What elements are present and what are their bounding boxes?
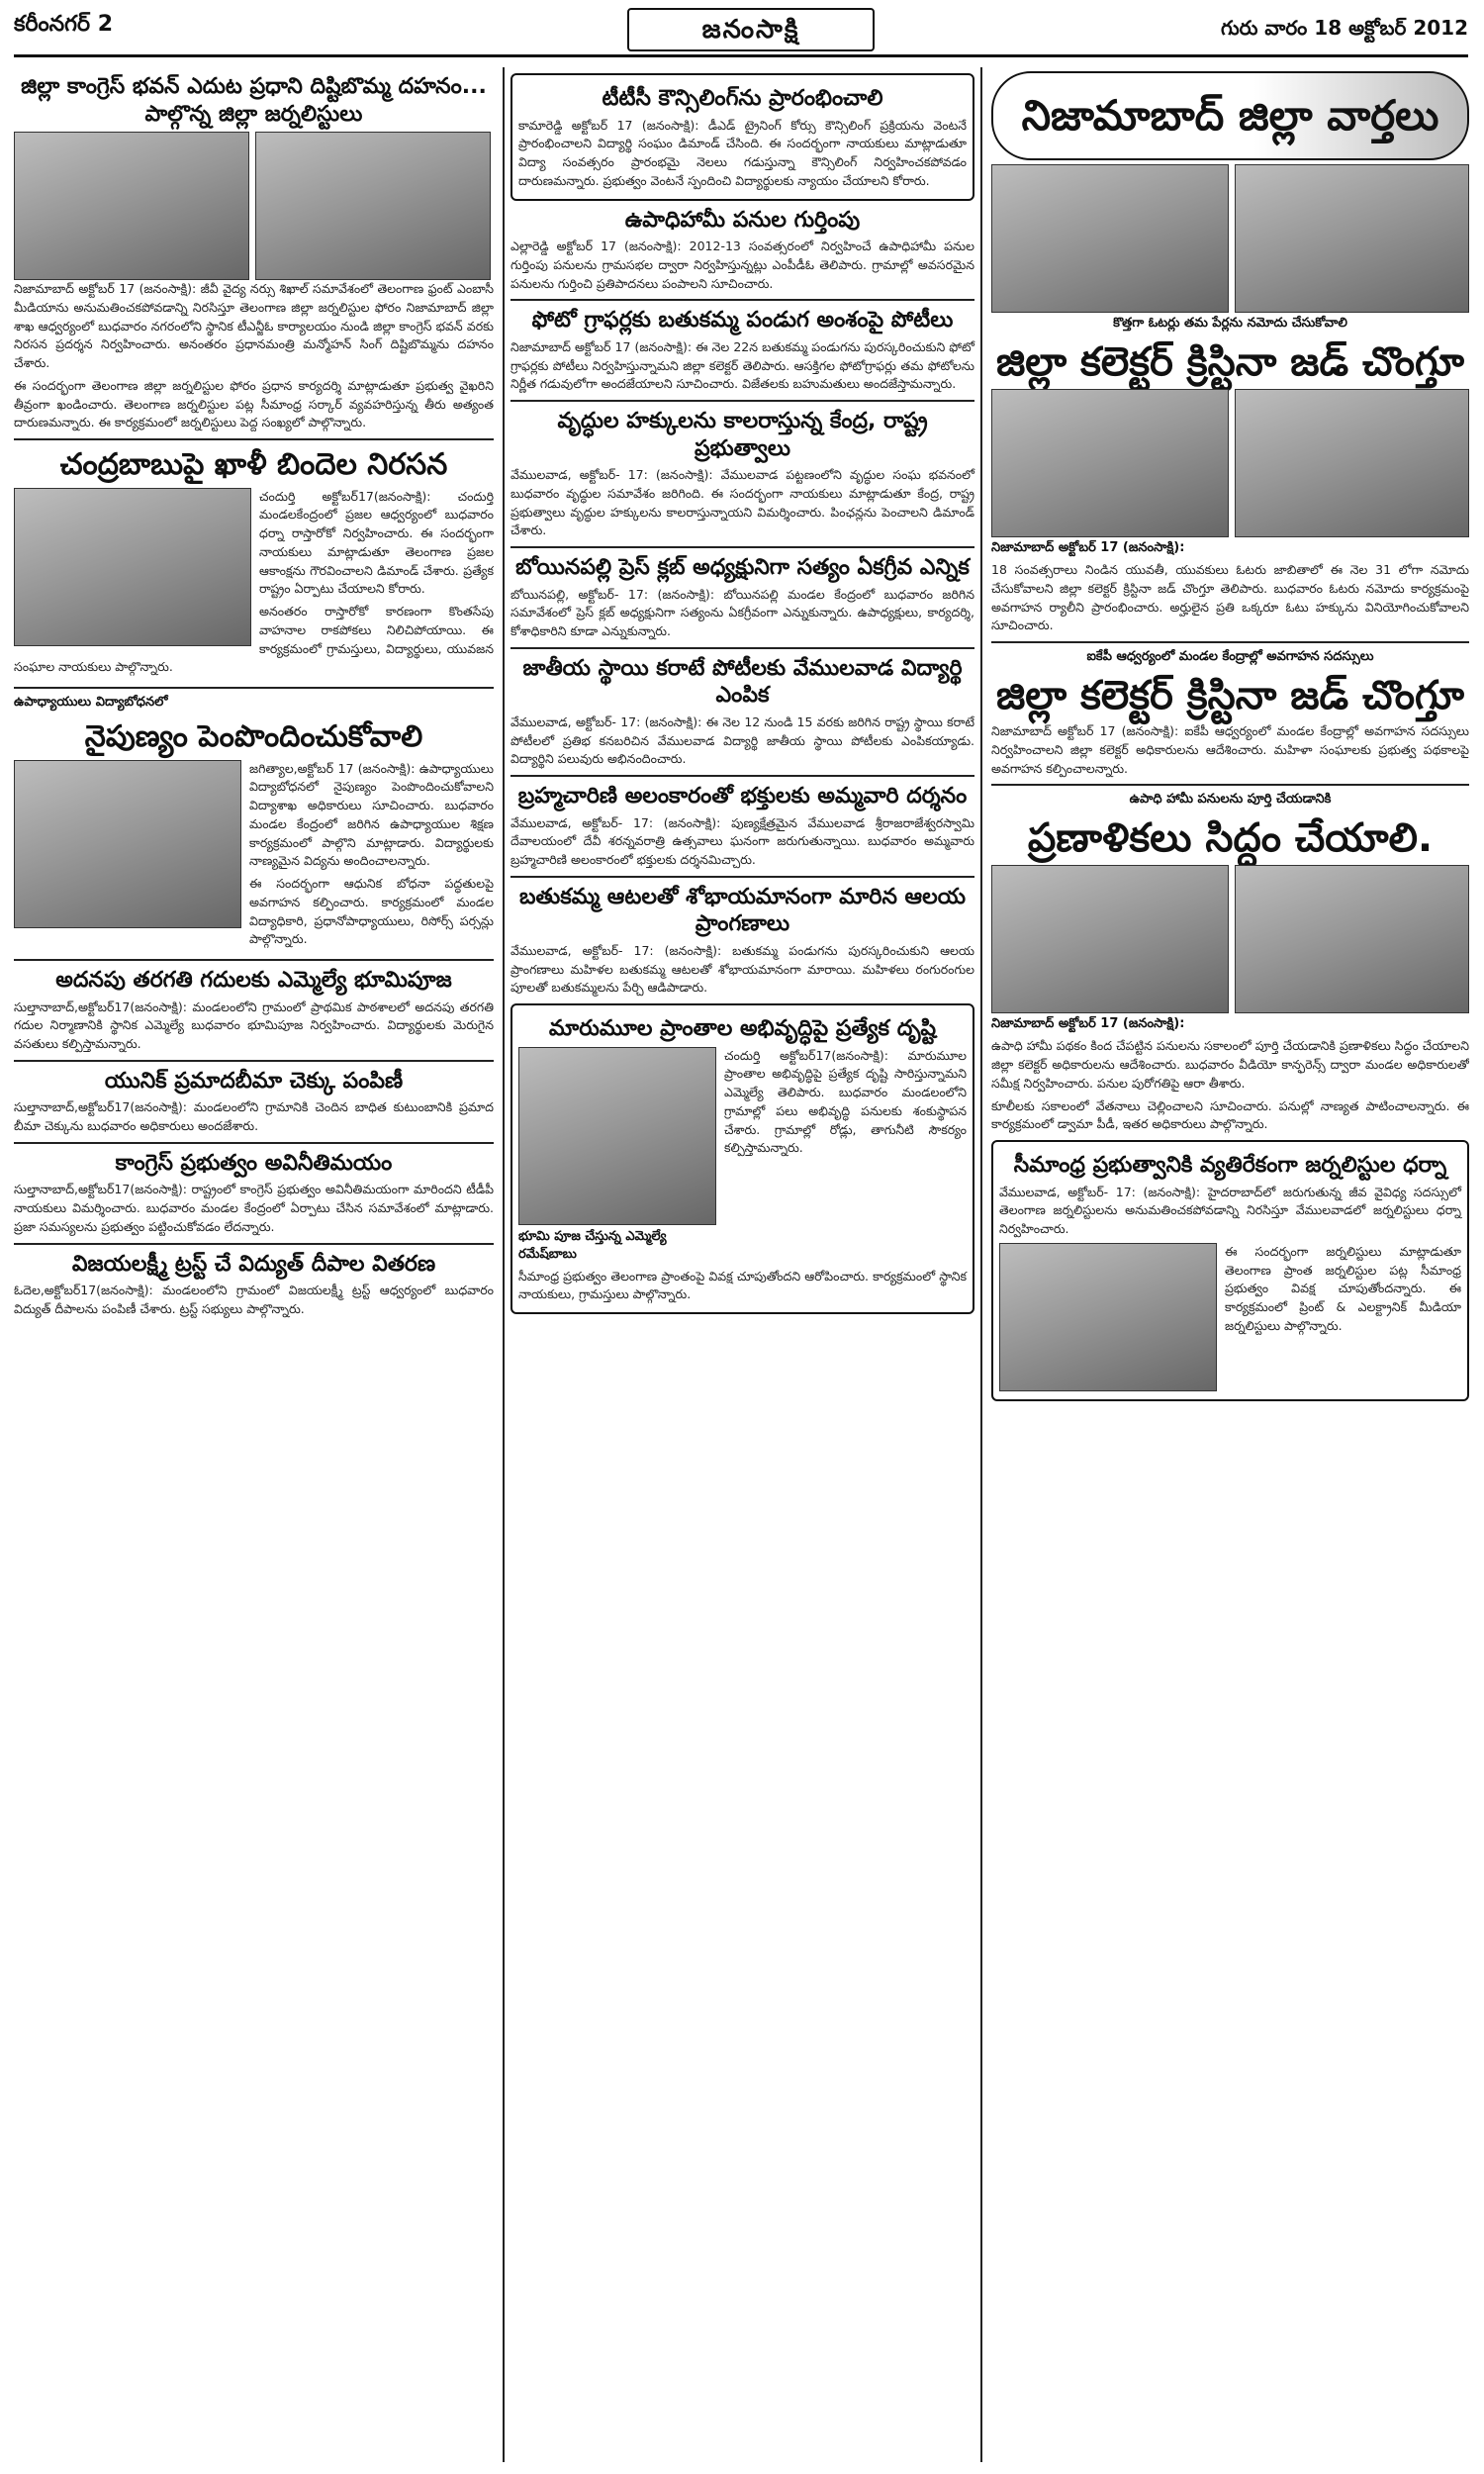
divider	[14, 687, 494, 689]
divider	[14, 959, 494, 961]
divider	[510, 876, 974, 878]
headline-ttc-counselling: టీటీసీ కౌన్సిలింగ్‌ను ప్రారంభించాలి	[602, 86, 883, 111]
divider	[14, 1142, 494, 1144]
column-left	[14, 67, 494, 2462]
article-paragraph: ఈ సందర్భంగా ఆధునిక బోధనా పద్ధతులపై అవగాహన కల్పించారు. కార్యక్రమంలో మండల విద్యాధికారి, ప్రధానోపాధ్యాయులు, రిసోర్స్ పర్సన్లు పాల్గొన్నారు.	[249, 876, 494, 947]
headline-press-club: బోయినపల్లి ప్రెస్ క్లబ్ అధ్యక్షునిగా సత్యం ఏకగ్రీవ ఎన్నిక	[515, 555, 970, 580]
page-number: 2	[97, 12, 113, 37]
headline-congress-corruption: కాంగ్రెస్ ప్రభుత్వం అవినీతిమయం	[115, 1150, 393, 1176]
conference-photo	[991, 865, 1229, 1013]
headline-upadhi-works: ఉపాధిహామీ పనుల గుర్తింపు	[624, 207, 861, 233]
article-paragraph: కామారెడ్డి అక్టోబర్ 17 (జనంసాక్షి): డీఎడ్ ట్రైనింగ్ కోర్సు కౌన్సిలింగ్ ప్రక్రియను వెంటనే ప్రారంభించాలని విద్యార్థి సంఘం డిమాండ్ చేసింది. ఈ సందర్భంగా నాయకులు మాట్లాడుతూ విద్యా సంవత్సరం ప్రారంభమై నెలలు గడుస్తున్నా కౌన్సిలింగ్ నిర్వహించకపోవడం దారుణమన్నారు. ప్రభుత్వం వెంటనే స్పందించి విద్యార్థులకు న్యాయం చేయాలని కోరారు.	[518, 117, 967, 188]
kicker-teachers: ఉపాధ్యాయులు విద్యాబోధనలో	[14, 695, 168, 710]
teachers-training-photo	[14, 760, 241, 928]
headline-journalists-dharna: సీమాంధ్ర ప్రభుత్వానికి వ్యతిరేకంగా జర్నలిస్టుల ధర్నా	[1013, 1153, 1447, 1178]
district-news-banner: నిజామాబాద్ జిల్లా వార్తలు	[991, 71, 1469, 160]
divider	[510, 299, 974, 301]
article-paragraph: ఓదెల,అక్టోబర్17(జనంసాక్షి): మండలంలోని గ్రామంలో విజయలక్ష్మీ ట్రస్ట్ ఆధ్వర్యంలో బుధవారం విద్యుత్ దీపాలను పంపిణీ చేశారు. ట్రస్ట్ సభ్యులు పాల్గొన్నారు.	[14, 1283, 494, 1316]
voter-rally-photo	[991, 389, 1229, 537]
masthead: జనంసాక్షి	[627, 8, 875, 51]
headline-congress-bhavan-protest: జిల్లా కాంగ్రెస్ భవన్ ఎదుట ప్రధాని దిష్టిబొమ్మ దహనం... పాల్గొన్న జిల్లా జర్నలిస్టులు	[21, 74, 487, 127]
article-paragraph: సుల్తానాబాద్,అక్టోబర్17(జనంసాక్షి): రాష్ట్రంలో కాంగ్రెస్ ప్రభుత్వం అవినీతిమయంగా మారిందని టీడీపీ నాయకులు విమర్శించారు. బుధవారం మండల కేంద్రంలో ఏర్పాటు చేసిన సమావేశంలో మాట్లాడారు. ప్రజా సమస్యలను ప్రభుత్వం పట్టించుకోవడం లేదన్నారు.	[14, 1182, 494, 1234]
headline-classroom-bhoomi-pooja: అదనపు తరగతి గదులకు ఎమ్మెల్యే భూమిపూజ	[55, 968, 452, 993]
divider	[510, 775, 974, 777]
kicker-upadhi-works: ఉపాధి హామీ పనులను పూర్తి చేయడానికి	[1129, 792, 1332, 808]
article-paragraph: సుల్తానాబాద్,అక్టోబర్17(జనంసాక్షి): మండలంలోని గ్రామంలో ప్రాథమిక పాఠశాలలో అదనపు తరగతి గదుల నిర్మాణానికి స్థానిక ఎమ్మెల్యే బుధవారం భూమిపూజ నిర్వహించారు. విద్యార్థులకు మెరుగైన వసతులు కల్పిస్తామన్నారు.	[14, 999, 494, 1051]
photo-row	[991, 865, 1469, 1013]
article-paragraph: సీమాంధ్ర ప్రభుత్వం తెలంగాణ ప్రాంతంపై వివక్ష చూపుతోందని ఆరోపించారు. కార్యక్రమంలో స్థానిక నాయకులు, గ్రామస్తులు పాల్గొన్నారు.	[518, 1268, 967, 1302]
headline-photo-contest: ఫోటో గ్రాఫర్లకు బతుకమ్మ పండుగ అంశంపై పోటీలు	[531, 308, 954, 333]
edition-and-page	[14, 12, 113, 42]
headline-elders-rights: వృద్ధుల హక్కులను కాలరాస్తున్న కేంద్ర, రాష్ట్ర ప్రభుత్వాలు	[557, 409, 928, 461]
article-paragraph: జగిత్యాల,అక్టోబర్ 17 (జనంసాక్షి): ఉపాధ్యాయులు విద్యాబోధనలో నైపుణ్యం పెంపొందించుకోవాలని విద్యాశాఖ అధికారులు సూచించారు. బుధవారం మండల కేంద్రంలో జరిగిన ఉపాధ్యాయుల శిక్షణ కార్యక్రమంలో పాల్గొని మాట్లాడారు. విద్యార్థులకు నాణ్యమైన విద్యను అందించాలన్నారు.	[249, 760, 494, 869]
article-paragraph: చందుర్తి అక్టోబర్17(జనంసాక్షి): మారుమూల ప్రాంతాల అభివృద్ధిపై ప్రత్యేక దృష్టి సారిస్తున్నామని ఎమ్మెల్యే తెలిపారు. బుధవారం మండలంలోని గ్రామాల్లో పలు అభివృద్ధి పనులకు శంకుస్థాపన చేశారు. గ్రామాల్లో రోడ్లు, తాగునీటి సౌకర్యం కల్పిస్తామన్నారు.	[724, 1047, 967, 1156]
collector-rally-photo	[1235, 389, 1469, 537]
article-paragraph: నిజామాబాద్ అక్టోబర్ 17 (జనంసాక్షి): ఐకేపీ ఆధ్వర్యంలో మండల కేంద్రాల్లో అవగాహన సదస్సులు నిర్వహించాలని జిల్లా కలెక్టర్ అధికారులను ఆదేశించారు. మహిళా సంఘాలకు ప్రభుత్వ పథకాలపై అవగాహన కల్పించాలన్నారు.	[991, 723, 1469, 776]
protest-rally-photo	[14, 132, 249, 280]
article-paragraph: అనంతరం రాస్తారోకో కారణంగా కొంతసేపు వాహనాల రాకపోకలు నిలిచిపోయాయి. ఈ కార్యక్రమంలో గ్రామస్తులు, విద్యార్థులు, యువజన సంఘాల నాయకులు పాల్గొన్నారు.	[14, 604, 494, 675]
article-paragraph: ఉపాధి హామీ పథకం కింద చేపట్టిన పనులను సకాలంలో పూర్తి చేయడానికి ప్రణాళికలు సిద్ధం చేయాలని జిల్లా కలెక్టర్ అధికారులను ఆదేశించారు. బుధవారం వీడియో కాన్ఫరెన్స్ ద్వారా మండల అధికారులతో సమీక్ష నిర్వహించారు. పనుల పురోగతిపై ఆరా తీశారు.	[991, 1038, 1469, 1091]
dam-photo	[991, 164, 1229, 313]
photo-caption: నిజామాబాద్ అక్టోబర్ 17 (జనంసాక్షి):	[991, 540, 1185, 555]
article-paragraph: నిజామాబాద్ అక్టోబర్ 17 (జనంసాక్షి): జీవీ వైద్య నర్సు శిఖాల్ సమావేశంలో తెలంగాణ ఫ్రంట్ ఎంబాసీ మీడియాను అనుమతించకపోవడాన్ని నిరసిస్తూ తెలంగాణ జిల్లా జర్నలిస్టుల ఫోరం నిజామాబాద్ జిల్లా శాఖ ఆధ్వర్యంలో బుధవారం నగరంలోని స్థానిక టీఎన్జీఓ కార్యాలయం నుండి జిల్లా కాంగ్రెస్ భవన్ వరకు నిరసన ప్రదర్శన నిర్వహించారు. అనంతరం ప్రధానమంత్రి మన్మోహన్ సింగ్ దిష్టిబొమ్మను దహనం చేశారు.	[14, 281, 494, 370]
divider	[510, 647, 974, 649]
headline-collector-1: జిల్లా కలెక్టర్ క్రిస్టినా జడ్ చొంగ్తూ	[995, 339, 1465, 385]
article-paragraph: 18 సంవత్సరాలు నిండిన యువతీ, యువకులు ఓటరు జాబితాలో ఈ నెల 31 లోగా నమోదు చేసుకోవాలని జిల్లా కలెక్టర్ క్రిస్టినా జడ్ చొంగ్తూ తెలిపారు. బుధవారం ఓటరు నమోదు కార్యక్రమంపై అవగాహన ర్యాలీని ప్రారంభించారు. అర్హులైన ప్రతి ఒక్కరూ ఓటు హక్కును వినియోగించుకోవాలని సూచించారు.	[991, 562, 1469, 633]
article-paragraph: వేములవాడ, అక్టోబర్- 17: (జనంసాక్షి): పుణ్యక్షేత్రమైన వేములవాడ శ్రీరాజరాజేశ్వరస్వామి దేవాలయంలో దేవీ శరన్నవరాత్రి ఉత్సవాలు ఘనంగా జరుగుతున్నాయి. బుధవారం అమ్మవారు బ్రహ్మచారిణి అలంకారంలో భక్తులకు దర్శనమిచ్చారు.	[510, 814, 974, 867]
divider	[510, 400, 974, 402]
article-paragraph: కూలీలకు సకాలంలో వేతనాలు చెల్లించాలని సూచించారు. పనుల్లో నాణ్యత పాటించాలన్నారు. ఈ కార్యక్రమంలో డ్వామా పీడీ, ఇతర అధికారులు పాల్గొన్నారు.	[991, 1097, 1469, 1132]
remote-areas-box	[510, 1003, 974, 1314]
photo-row	[991, 164, 1469, 313]
photo-row	[991, 389, 1469, 537]
headline-karate: జాతీయ స్థాయి కరాటే పోటీలకు వేములవాడ విద్యార్థి ఎంపిక	[522, 655, 963, 709]
divider	[14, 1243, 494, 1245]
article-paragraph: చందుర్తి అక్టోబర్17(జనంసాక్షి): చందుర్తి మండలకేంద్రంలో ప్రజల ఆధ్వర్యంలో బుధవారం ధర్నా రాస్తారోకో నిర్వహించారు. ఈ సందర్భంగా నాయకులు మాట్లాడుతూ తెలంగాణ ప్రజల ఆకాంక్షను గౌరవించాలని డిమాండ్ చేశారు. ప్రత్యేక రాష్ట్రం ఏర్పాటు చేయాలని కోరారు.	[259, 488, 494, 597]
issue-date: గురు వారం 18 అక్టోబర్ 2012	[1221, 16, 1468, 40]
headline-bathukamma: బతుకమ్మ ఆటలతో శోభాయమానంగా మారిన ఆలయ ప్రాంగణాలు	[518, 884, 966, 937]
headline-teacher-skills: నైపుణ్యం పెంపొందించుకోవాలి	[84, 719, 423, 754]
article-paragraph: సుల్తానాబాద్,అక్టోబర్17(జనంసాక్షి): మండలంలోని గ్రామానికి చెందిన బాధిత కుటుంబానికి ప్రమాద బీమా చెక్కును బుధవారం అధికారులు అందజేశారు.	[14, 1099, 494, 1133]
headline-brahmacharini: బ్రహ్మచారిణి అలంకారంతో భక్తులకు అమ్మవారి దర్శనం	[517, 784, 968, 809]
divider	[14, 438, 494, 440]
fort-photo	[1235, 164, 1469, 313]
article-paragraph: నిజామాబాద్ అక్టోబర్ 17 (జనంసాక్షి): ఈ నెల 22న బతుకమ్మ పండుగను పురస్కరించుకుని ఫోటో గ్రాఫర్లకు పోటీలు నిర్వహిస్తున్నామని జిల్లా కలెక్టర్ తెలిపారు. ఆసక్తిగల ఫోటోగ్రాఫర్లు తమ ఫోటోలను నిర్ణీత గడువులోగా అందజేయాలని సూచించారు. విజేతలకు బహుమతులు అందజేస్తామన్నారు.	[510, 338, 974, 392]
photo-row	[14, 132, 494, 280]
bhoomi-pooja-photo	[518, 1047, 716, 1225]
headline-trust-lights: విజయలక్ష్మీ ట్రస్ట్ చే విద్యుత్ దీపాల వితరణ	[71, 1251, 436, 1277]
journalists-dharna-photo	[999, 1243, 1217, 1391]
article-paragraph: వేములవాడ, అక్టోబర్- 17: (జనంసాక్షి): ఈ నెల 12 నుండి 15 వరకు జరిగిన రాష్ట్ర స్థాయి కరాటే పోటీలలో ప్రతిభ కనబరిచిన వేములవాడ విద్యార్థి జాతీయ స్థాయి పోటీలకు ఎంపికయ్యాడు. విద్యార్థిని పలువురు అభినందించారు.	[510, 714, 974, 767]
article-paragraph: ఈ సందర్భంగా తెలంగాణ జిల్లా జర్నలిస్టుల ఫోరం ప్రధాన కార్యదర్శి మాట్లాడుతూ ప్రభుత్వ వైఖరిని తీవ్రంగా ఖండించారు. తెలంగాణ జర్నలిస్టుల పట్ల సీమాంధ్ర సర్కార్ వ్యవహరిస్తున్న తీరు అత్యంత దారుణమన్నారు. ఈ కార్యక్రమంలో జర్నలిస్టులు పెద్ద సంఖ్యలో పాల్గొన్నారు.	[14, 377, 494, 430]
video-conference-photo	[1235, 865, 1469, 1013]
edition-name: కరీంనగర్	[14, 12, 91, 37]
article-paragraph: ఎల్లారెడ్డి అక్టోబర్ 17 (జనంసాక్షి): 2012-13 సంవత్సరంలో నిర్వహించే ఉపాధిహామీ పనుల గుర్తింపు పనులను గ్రామసభల ద్వారా నిర్వహిస్తున్నట్లు ఎంపీడీఓ తెలిపారు. గ్రామాల్లో అవసరమైన పనులను గుర్తించి ప్రతిపాదనలు పంపాలని సూచించారు.	[510, 238, 974, 291]
kicker-voter-registration: కొత్తగా ఓటర్లు తమ పేర్లను నమోదు చేసుకోవాలి	[1113, 316, 1347, 331]
page-header	[14, 8, 1468, 57]
kicker-ikp-awareness: ఐకేపీ ఆధ్వర్యంలో మండల కేంద్రాల్లో అవగాహన సదస్సులు	[1086, 649, 1374, 664]
article-paragraph: వేములవాడ, అక్టోబర్- 17: (జనంసాక్షి): బతుకమ్మ పండుగను పురస్కరించుకుని ఆలయ ప్రాంగణాలు మహిళల బతుకమ్మ ఆటలతో శోభాయమానంగా మారాయి. మహిళలు రంగురంగుల పూలతో బతుకమ్మలను పేర్చి ఆడిపాడారు.	[510, 942, 974, 996]
article-paragraph: వేములవాడ, అక్టోబర్- 17: (జనంసాక్షి): హైదరాబాద్‌లో జరుగుతున్న జీవ వైవిధ్య సదస్సులో తెలంగాణ జర్నలిస్టులను అనుమతించకపోవడాన్ని నిరసిస్తూ వేములవాడలో జర్నలిస్టులు ధర్నా నిర్వహించారు.	[999, 1184, 1461, 1236]
article-paragraph: బోయినపల్లి, అక్టోబర్- 17: (జనంసాక్షి): బోయినపల్లి మండల కేంద్రంలో బుధవారం జరిగిన సమావేశంలో ప్రెస్ క్లబ్ అధ్యక్షునిగా సత్యంను ఏకగ్రీవంగా ఎన్నుకున్నారు. ఉపాధ్యక్షులు, కార్యదర్శి, కోశాధికారిని కూడా ఎన్నుకున్నారు.	[510, 586, 974, 638]
column-right	[991, 67, 1469, 2462]
effigy-burning-photo	[255, 132, 491, 280]
photo-caption: నిజామాబాద్ అక్టోబర్ 17 (జనంసాక్షి):	[991, 1016, 1185, 1032]
headline-collector-2: జిల్లా కలెక్టర్ క్రిస్టినా జడ్ చొంగ్తూ	[995, 673, 1465, 718]
headline-insurance-cheque: యునిక్ ప్రమాదబీమా చెక్కు పంపిణీ	[104, 1068, 404, 1094]
divider	[510, 546, 974, 548]
headline-dharna-rastaroko: చంద్రబాబుపై ఖాళీ బిందెల నిరసన	[59, 447, 448, 482]
article-paragraph: ఈ సందర్భంగా జర్నలిస్టులు మాట్లాడుతూ తెలంగాణ ప్రాంత జర్నలిస్టుల పట్ల సీమాంధ్ర ప్రభుత్వం వివక్ష చూపుతోందన్నారు. ఈ కార్యక్రమంలో ప్రింట్ & ఎలక్ట్రానిక్ మీడియా జర్నలిస్టులు పాల్గొన్నారు.	[1225, 1243, 1461, 1333]
divider	[14, 1060, 494, 1062]
dharna-photo	[14, 488, 251, 646]
divider	[991, 784, 1469, 786]
ttc-counselling-box	[510, 73, 974, 201]
headline-remote-development: మారుమూల ప్రాంతాల అభివృద్ధిపై ప్రత్యేక దృష్టి	[548, 1016, 937, 1041]
photo-caption: భూమి పూజ చేస్తున్న ఎమ్మెల్యే రమేష్‌బాబు	[518, 1228, 667, 1262]
divider	[991, 641, 1469, 643]
article-paragraph: వేములవాడ, అక్టోబర్- 17: (జనంసాక్షి): వేములవాడ పట్టణంలోని వృద్ధుల సంఘ భవనంలో బుధవారం వృద్ధుల సమావేశం జరిగింది. ఈ సందర్భంగా నాయకులు మాట్లాడుతూ కేంద్ర, రాష్ట్ర ప్రభుత్వాలు వృద్ధుల హక్కులను కాలరాస్తున్నాయని విమర్శించారు. పింఛన్లను పెంచాలని డిమాండ్ చేశారు.	[510, 467, 974, 538]
headline-plans-ready: ప్రణాళికలు సిద్ధం చేయాలి.	[1027, 815, 1434, 862]
column-center	[503, 67, 982, 2462]
journalists-dharna-box	[991, 1140, 1469, 1401]
